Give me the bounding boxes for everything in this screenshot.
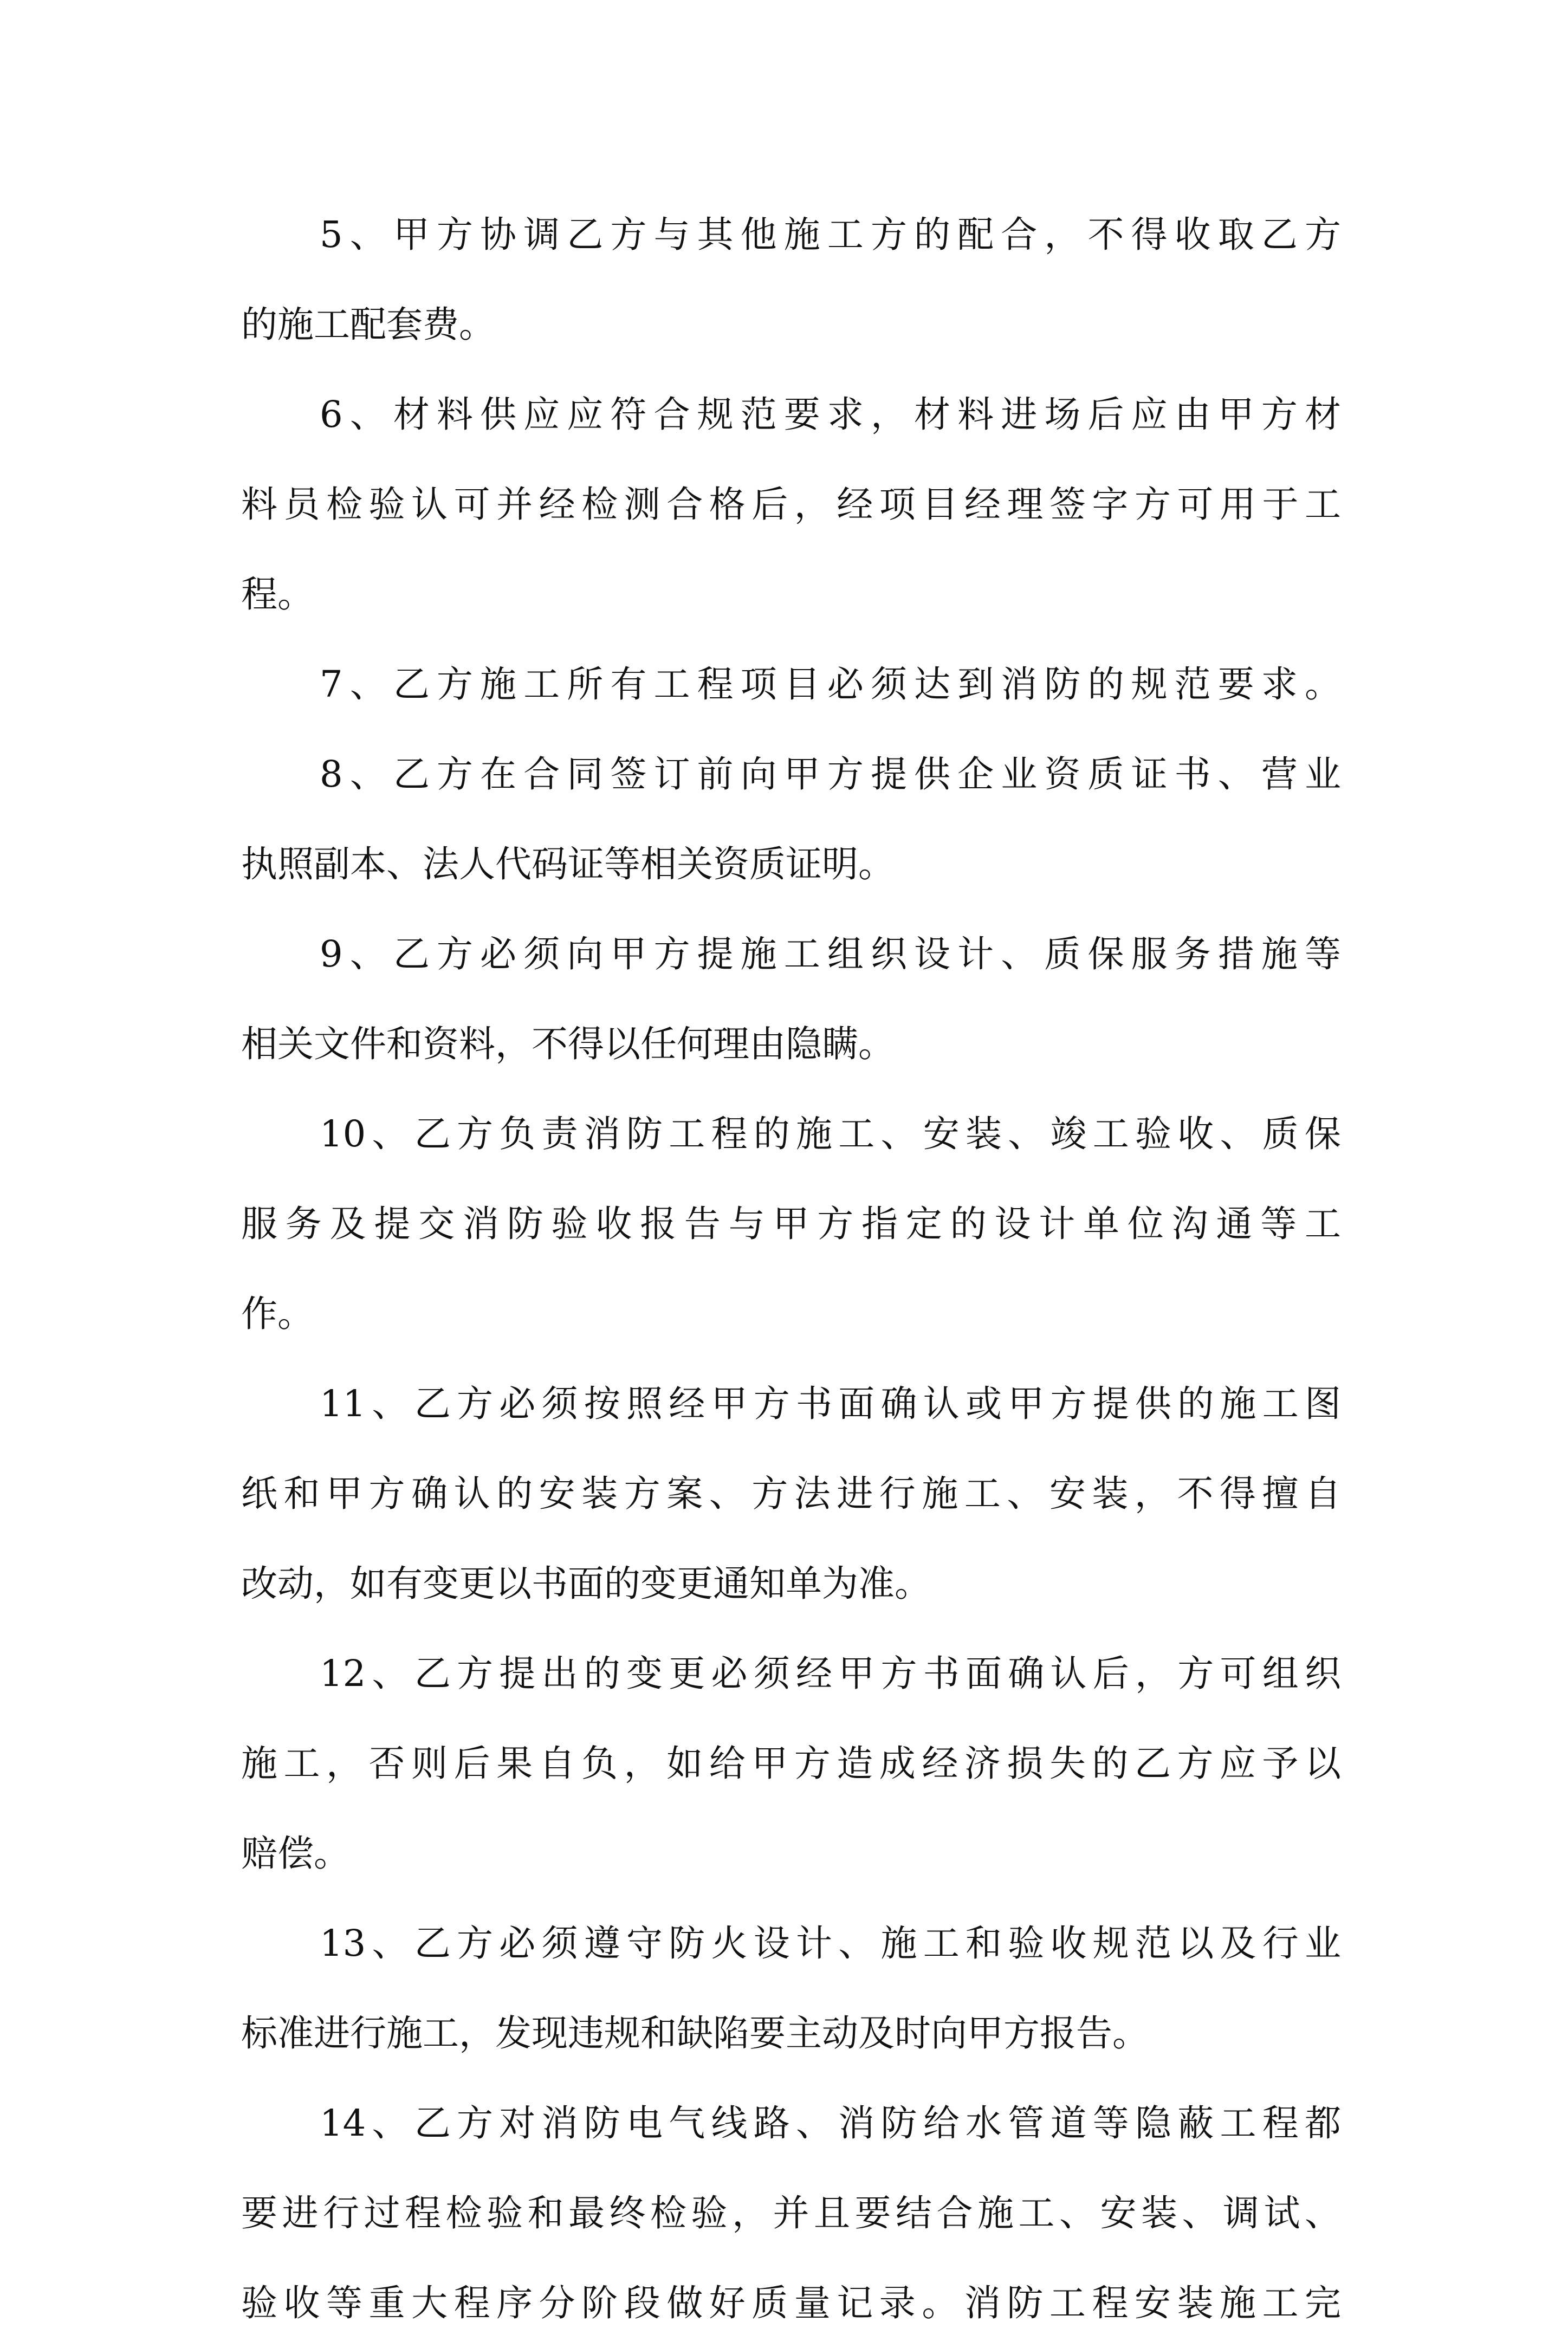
- clause-line: 相关文件和资料，不得以任何理由隐瞒。: [241, 1023, 895, 1065]
- clause-line: 7、乙方施工所有工程项目必须达到消防的规范要求。: [320, 663, 1341, 705]
- clause-line: 11、乙方必须按照经甲方书面确认或甲方提供的施工图: [320, 1383, 1341, 1425]
- clause-line: 验收等重大程序分阶段做好质量记录。消防工程安装施工完: [241, 2282, 1341, 2324]
- clause-10: [241, 1089, 1341, 1359]
- clause-line: 8、乙方在合同签订前向甲方提供企业资质证书、营业: [320, 753, 1341, 795]
- clause-line: 6、材料供应应符合规范要求，材料进场后应由甲方材: [320, 393, 1341, 436]
- clause-7: [241, 639, 1341, 729]
- clause-12: [241, 1629, 1341, 1898]
- clause-line: 改动，如有变更以书面的变更通知单为准。: [241, 1562, 931, 1605]
- clause-line: 10、乙方负责消防工程的施工、安装、竣工验收、质保: [320, 1113, 1341, 1155]
- clause-line: 施工，否则后果自负，如给甲方造成经济损失的乙方应予以: [241, 1742, 1341, 1785]
- clause-line: 要进行过程检验和最终检验，并且要结合施工、安装、调试、: [241, 2192, 1341, 2234]
- clause-line: 作。: [241, 1293, 314, 1335]
- clause-line: 12、乙方提出的变更必须经甲方书面确认后，方可组织: [320, 1652, 1341, 1695]
- clause-line: 服务及提交消防验收报告与甲方指定的设计单位沟通等工: [241, 1203, 1341, 1245]
- clause-14: [241, 2078, 1341, 2348]
- clause-8: [241, 729, 1341, 909]
- clause-line: 14、乙方对消防电气线路、消防给水管道等隐蔽工程都: [320, 2102, 1341, 2144]
- clause-11: [241, 1359, 1341, 1629]
- clause-line: 执照副本、法人代码证等相关资质证明。: [241, 843, 895, 885]
- clause-line: 的施工配套费。: [241, 303, 495, 346]
- clause-5: [241, 190, 1341, 369]
- clause-line: 程。: [241, 573, 314, 615]
- clause-line: 9、乙方必须向甲方提施工组织设计、质保服务措施等: [320, 933, 1341, 975]
- clause-6: [241, 369, 1341, 639]
- clause-9: [241, 909, 1341, 1089]
- clause-line: 5、甲方协调乙方与其他施工方的配合，不得收取乙方: [320, 213, 1341, 256]
- clause-line: 赔偿。: [241, 1832, 350, 1874]
- clause-line: 料员检验认可并经检测合格后，经项目经理签字方可用于工: [241, 483, 1341, 526]
- clause-line: 纸和甲方确认的安装方案、方法进行施工、安装，不得擅自: [241, 1473, 1341, 1515]
- clause-13: [241, 1898, 1341, 2078]
- clause-line: 13、乙方必须遵守防火设计、施工和验收规范以及行业: [320, 1922, 1341, 1964]
- body-text: [241, 190, 1341, 2348]
- clause-line: 标准进行施工，发现违规和缺陷要主动及时向甲方报告。: [241, 2012, 1149, 2054]
